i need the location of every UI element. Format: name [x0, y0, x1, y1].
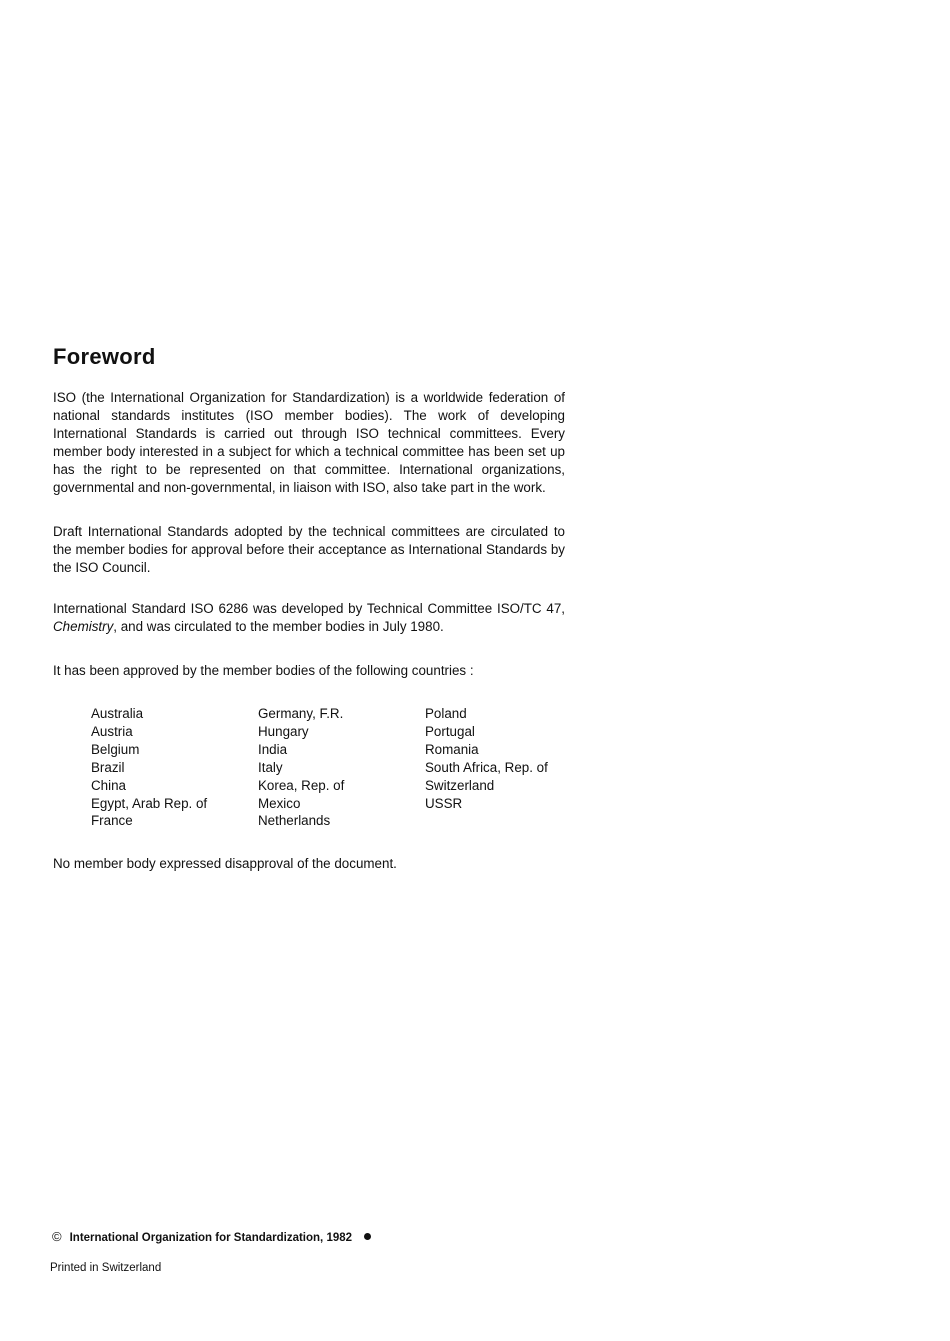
bullet-icon	[364, 1233, 371, 1240]
paragraph-no-disapproval: No member body expressed disapproval of the document.	[53, 856, 397, 871]
country-item: Italy	[258, 759, 283, 775]
country-item: Belgium	[91, 741, 140, 757]
country-list-column-3	[425, 705, 548, 812]
copyright-text: International Organization for Standardization, 1982	[69, 1232, 353, 1244]
country-item: South Africa, Rep. of	[425, 759, 548, 775]
paragraph-draft-standards: Draft International Standards adopted by the technical committees are circulated to the member bodies for approval before their acceptance as International Standards by the ISO Council.	[53, 524, 565, 575]
country-item: Austria	[91, 723, 133, 739]
country-item: Australia	[91, 706, 144, 721]
country-item: India	[258, 741, 288, 757]
country-item: Germany, F.R.	[258, 706, 344, 721]
country-item: Poland	[425, 706, 467, 721]
country-list-column-1	[91, 705, 207, 830]
paragraph-standard-development-text-c: , and was circulated to the member bodies in July 1980.	[113, 619, 444, 634]
country-item: USSR	[425, 795, 463, 811]
country-item: Netherlands	[258, 813, 331, 829]
paragraph-approval-intro: It has been approved by the member bodies of the following countries :	[53, 663, 474, 678]
printed-in: Printed in Switzerland	[50, 1262, 162, 1274]
country-item: Hungary	[258, 723, 309, 739]
paragraph-standard-development	[53, 600, 565, 636]
country-item: Switzerland	[425, 777, 495, 793]
country-item: Portugal	[425, 723, 475, 739]
committee-name: Chemistry	[53, 619, 114, 634]
copyright-line	[52, 1229, 371, 1244]
country-item: Mexico	[258, 795, 301, 811]
country-item: Egypt, Arab Rep. of	[91, 795, 208, 811]
country-item: Brazil	[91, 759, 125, 775]
country-item: Romania	[425, 741, 479, 757]
country-item: France	[91, 813, 133, 829]
country-item: China	[91, 777, 126, 793]
paragraph-standard-development-text-a: International Standard ISO 6286 was developed by Technical Committee ISO/TC 47,	[53, 601, 565, 616]
country-item: Korea, Rep. of	[258, 777, 345, 793]
copyright-symbol: ©	[52, 1229, 62, 1244]
page-title: Foreword	[53, 344, 156, 369]
paragraph-iso-intro: ISO (the International Organization for Standardization) is a worldwide federation of national standards institutes (ISO member bodies). The work of developing International Standards is carried out through ISO technical committees. Every member body interested in a subject for which a technical committee has been set up has the right to be represented on that committee. International organizations, governmental and non-governmental, in liaison with ISO, also take part in the work.	[53, 390, 565, 495]
country-list-column-2	[258, 705, 344, 830]
